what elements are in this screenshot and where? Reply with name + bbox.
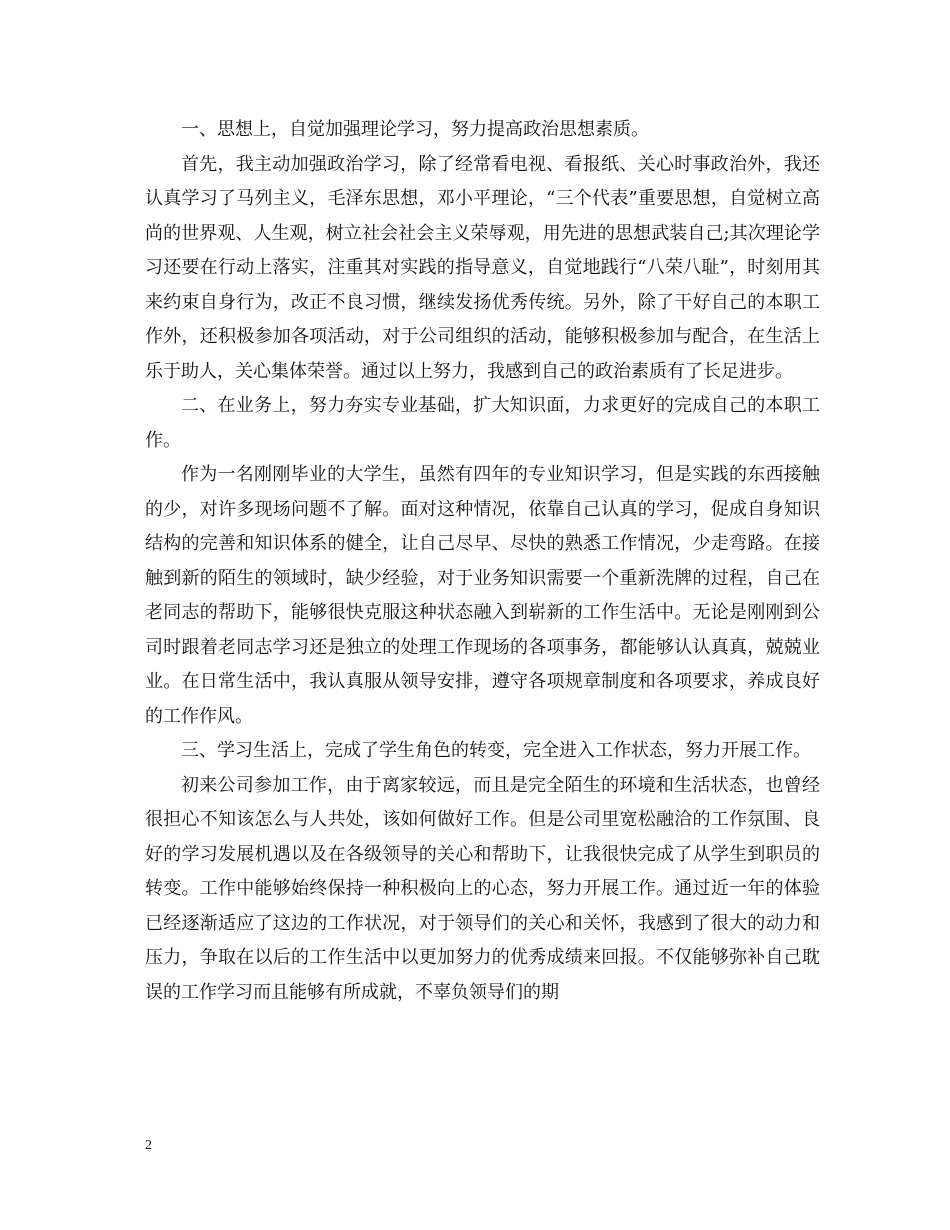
section-heading-study-life: 三、学习生活上，完成了学生角色的转变，完全进入工作状态，努力开展工作。 <box>181 740 811 761</box>
paragraph-role-transition: 初来公司参加工作，由于离家较远，而且是完全陌生的环境和生活状态，也曾经很担心不知该怎么与人共处，该如何做好工作。但是公司里宽松融洽的工作氛围、良好的学习发展机遇以及在各级领导的关心和帮助下，让我很快完成了从学生到职员的转变。工作中能够始终保持一种积极向上的心态，努力开展工作。通过近一年的体验已经逐渐适应了这边的工作状况，对于领导们的关心和关怀，我感到了很大的动力和压力，争取在以后的工作生活中以更加努力的优秀成绩来回报。不仅能够弥补自己耽误的工作学习而且能够有所成就，不辜负领导们的期 <box>145 774 820 1003</box>
section-heading-ideology: 一、思想上，自觉加强理论学习，努力提高政治思想素质。 <box>181 119 649 140</box>
document-body <box>145 113 820 1010</box>
section-heading-business: 二、在业务上，努力夯实专业基础，扩大知识面，力求更好的完成自己的本职工作。 <box>145 395 820 451</box>
paragraph-professional-growth: 作为一名刚刚毕业的大学生，虽然有四年的专业知识学习，但是实践的东西接触的少，对许多现场问题不了解。面对这种情况，依靠自己认真的学习，促成自身知识结构的完善和知识体系的健全，让自己尽早、尽快的熟悉工作情况，少走弯路。在接触到新的陌生的领域时，缺少经验，对于业务知识需要一个重新洗牌的过程，自己在老同志的帮助下，能够很快克服这种状态融入到崭新的工作生活中。无论是刚刚到公司时跟着老同志学习还是独立的处理工作现场的各项事务，都能够认认真真，兢兢业业。在日常生活中，我认真服从领导安排，遵守各项规章制度和各项要求，养成良好的工作作风。 <box>145 464 820 727</box>
page-number: 2 <box>145 1138 152 1153</box>
paragraph-political-study: 首先，我主动加强政治学习，除了经常看电视、看报纸、关心时事政治外，我还认真学习了马列主义，毛泽东思想，邓小平理论，“三个代表”重要思想，自觉树立高尚的世界观、人生观，树立社会社会主义荣辱观，用先进的思想武装自己;其次理论学习还要在行动上落实，注重其对实践的指导意义，自觉地践行“八荣八耻”，时刻用其来约束自身行为，改正不良习惯，继续发扬优秀传统。另外，除了干好自己的本职工作外，还积极参加各项活动，对于公司组织的活动，能够积极参加与配合，在生活上乐于助人，关心集体荣誉。通过以上努力，我感到自己的政治素质有了长足进步。 <box>145 153 820 382</box>
